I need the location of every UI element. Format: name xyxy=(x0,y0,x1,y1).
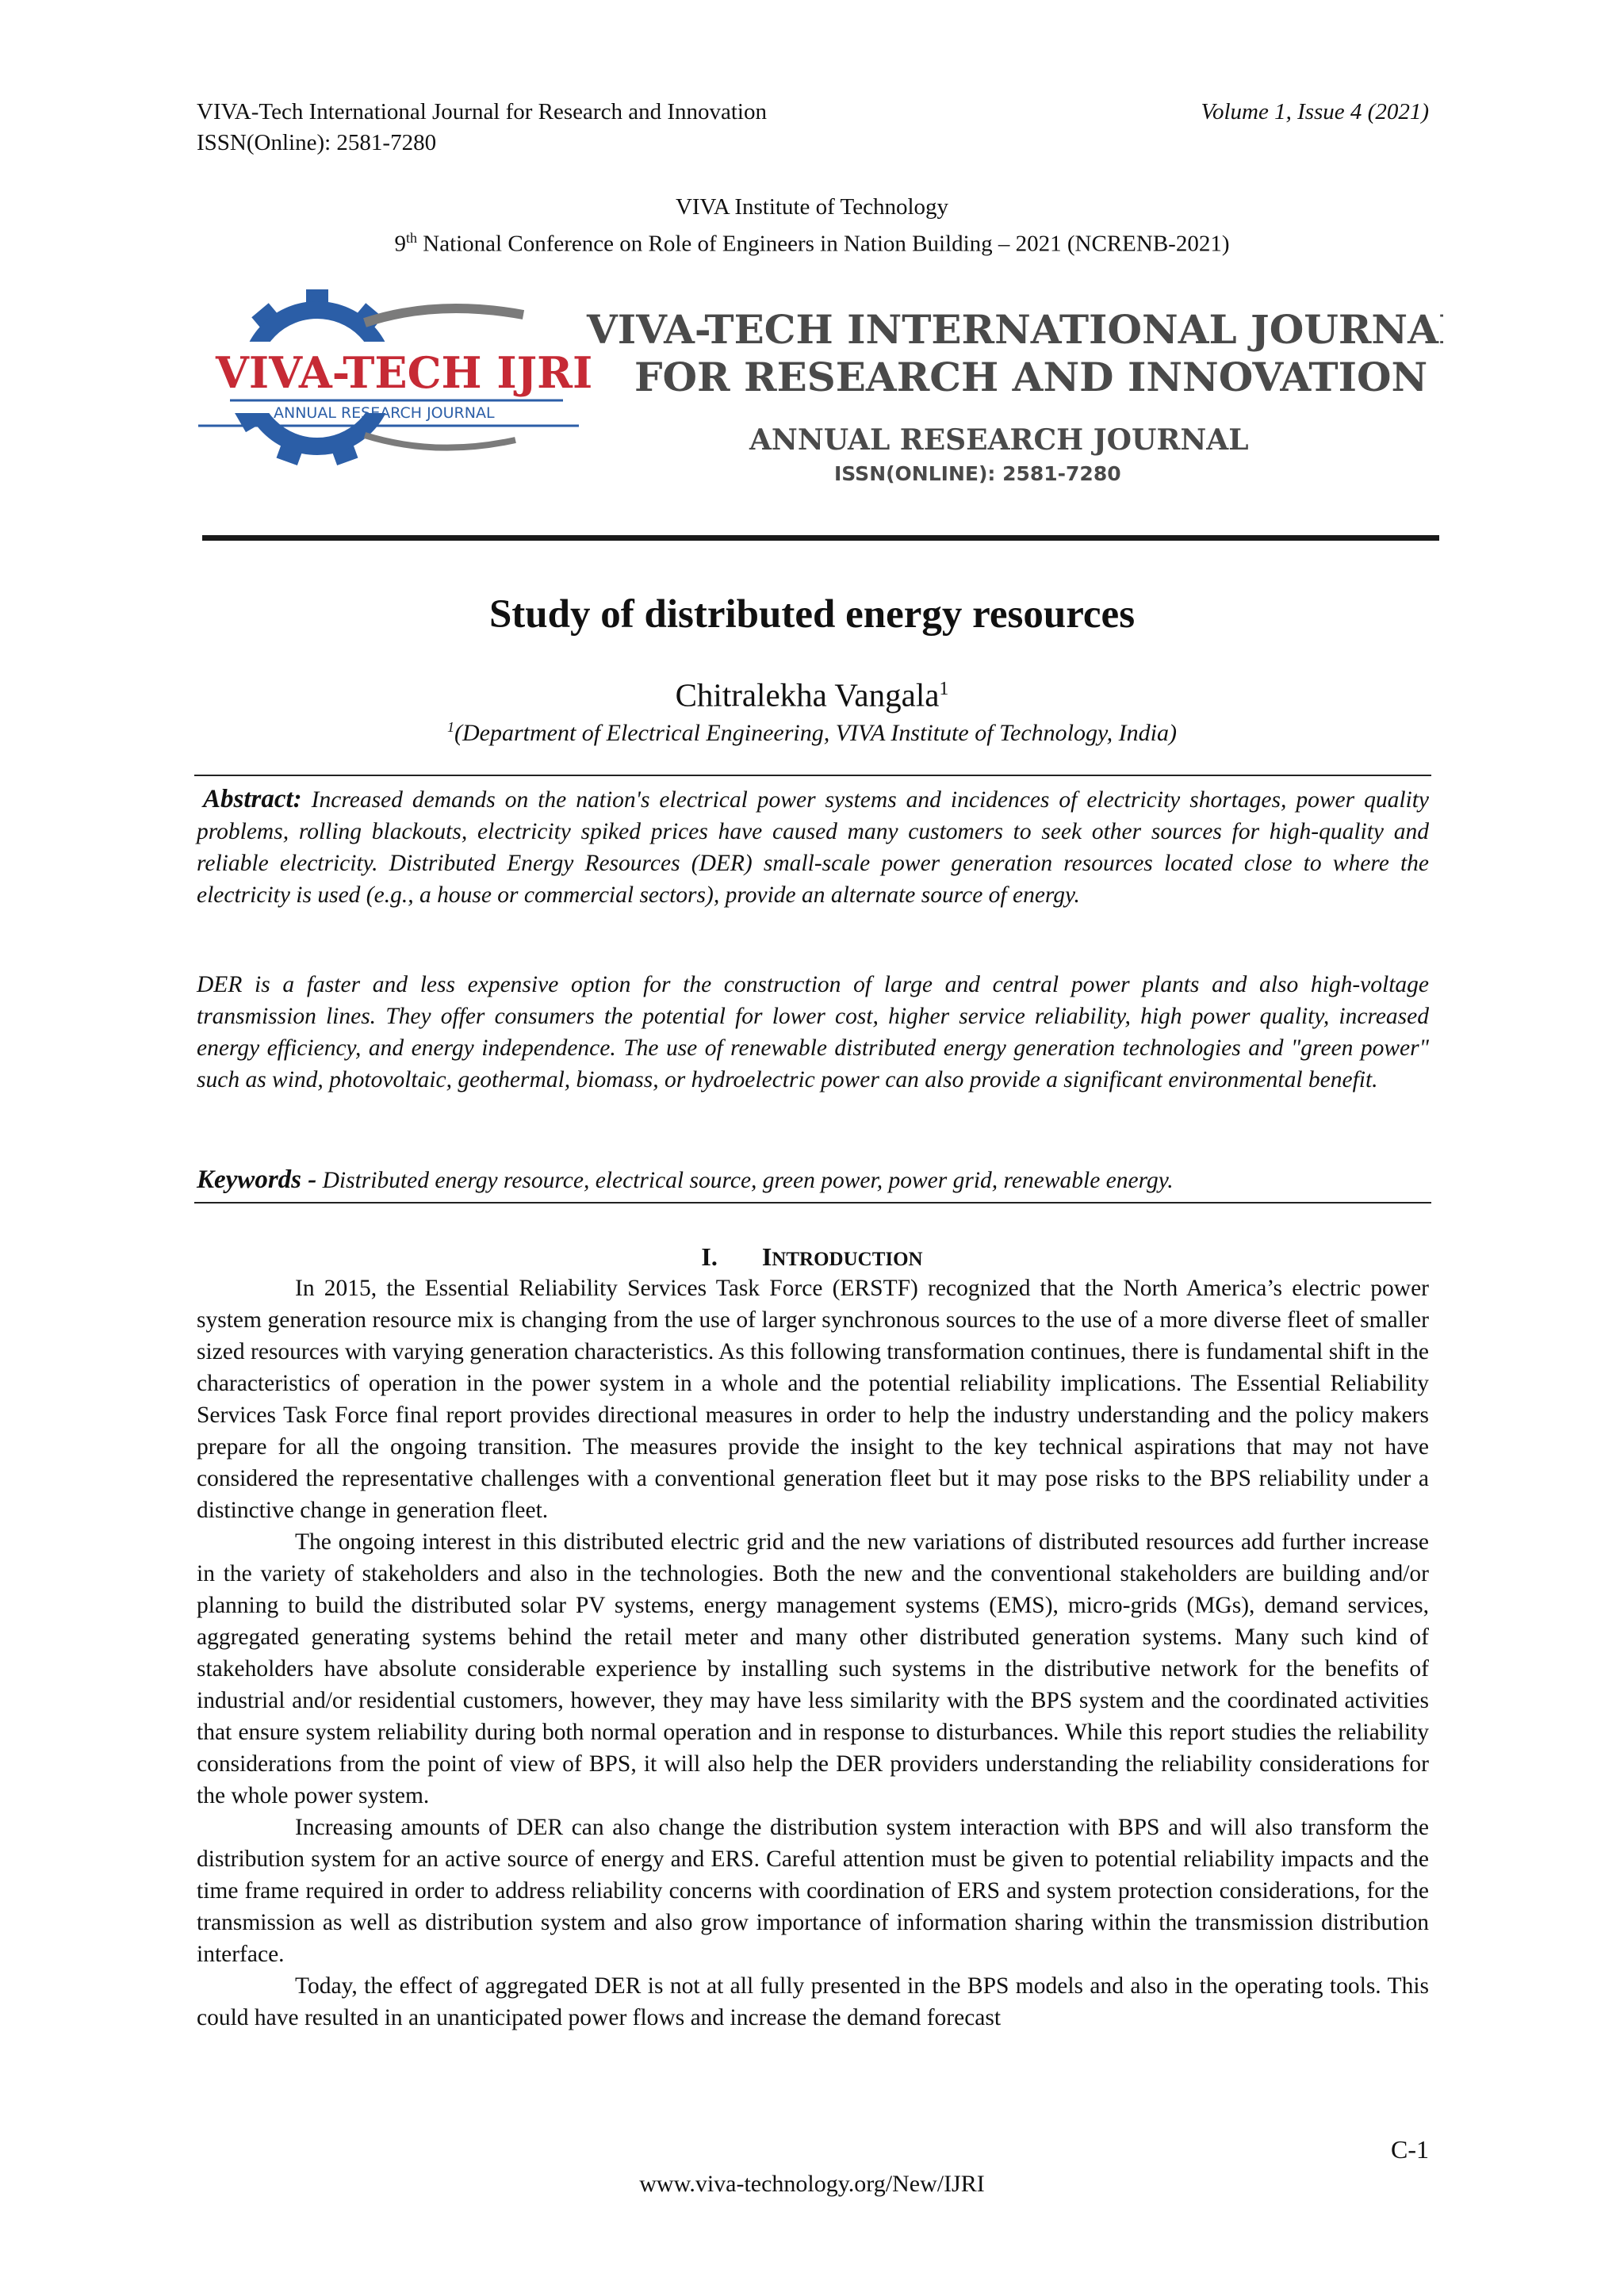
page-number: C-1 xyxy=(1391,2135,1429,2164)
paper-title: Study of distributed energy resources xyxy=(488,592,1136,637)
logo-line-2: FOR RESEARCH AND INNOVATION xyxy=(634,354,1428,400)
author-line xyxy=(0,668,1624,716)
conference-line xyxy=(0,223,1624,259)
conference-ordinal: 9 xyxy=(394,231,406,257)
abstract-label: Abstract: xyxy=(203,785,302,813)
affiliation-line xyxy=(0,711,1624,749)
abstract-text-1: Increased demands on the nation's electrical power systems and incidences of electricity shortages, power quality problems, rolling blackouts, electricity spiked prices have caused many customers to seek other sources for high-quality and reliable electricity. Distributed Energy Resources (DER) small-scale power generation resources located close to where the electricity is used (e.g., a house or commercial sectors), provide an alternate source of energy. xyxy=(197,787,1430,908)
volume-issue: Volume 1, Issue 4 (2021) xyxy=(1201,99,1429,124)
journal-name: VIVA-Tech International Journal for Research and Innovation xyxy=(197,99,767,124)
body-paragraph-3: Increasing amounts of DER can also change the distribution system interaction with BPS and will also transform the distribution system for an active source of energy and ERS. Careful attention must be given to potential reliability impacts and the time frame required in order to address reliability concerns with coordination of ERS and system protection considerations, for the transmission as well as distribution system and also grow importance of information sharing within the transmission distribution interface. xyxy=(197,1815,1429,1967)
keywords-bottom-rule xyxy=(194,1202,1431,1203)
logo-line-3: ANNUAL RESEARCH JOURNAL xyxy=(749,423,1249,457)
body-paragraph-2: The ongoing interest in this distributed electric grid and the new variations of distributed resources add further increase in the variety of stakeholders and also in the technologies. Both the new and the conventional stakeholders are building and/or planning to build the distributed solar PV systems, energy management systems (EMS), micro-grids (MGs), demand services, aggregated generating systems behind the retail meter and many other distributed generation systems. Many such kind of stakeholders have absolute considerable experience by installing such systems in the distributive network for the benefits of industrial and/or residential customers, however, they may have less similarity with the BPS system and the coordinated activities that ensure system reliability during both normal operation and in response to disturbances. While this report studies the reliability considerations from the point of view of BPS, it will also help the DER providers understanding the reliability considerations for the whole power system. xyxy=(197,1529,1429,1808)
conference-suffix: th xyxy=(405,230,417,246)
abstract-paragraph-2: DER is a faster and less expensive option for the construction of large and central power plants and also high-voltage transmission lines. They offer consumers the potential for lower cost, higher service reliability, high power quality, increased energy efficiency, and energy independence. The use of renewable distributed energy generation technologies and "green power" such as wind, photovoltaic, geothermal, biomass, or hydroelectric power can also provide a significant environmental benefit. xyxy=(197,972,1429,1093)
section-title-rest: NTRODUCTION xyxy=(772,1249,923,1270)
header-divider xyxy=(202,535,1439,541)
logo-brand-sub: ANNUAL RESEARCH JOURNAL xyxy=(274,404,495,422)
section-heading xyxy=(0,1241,1624,1276)
keywords-line xyxy=(197,1164,1429,1196)
affiliation: (Department of Electrical Engineering, VIVA Institute of Technology, India) xyxy=(454,720,1177,746)
journal-logo xyxy=(198,289,1443,488)
keywords-text: Distributed energy resource, electrical source, green power, power grid, renewable energy. xyxy=(322,1168,1174,1193)
abstract-top-rule xyxy=(194,775,1431,776)
logo-line-1: VIVA-TECH INTERNATIONAL JOURNAL xyxy=(587,306,1443,353)
footer-url: www.viva-technology.org/New/IJRI xyxy=(639,2171,985,2197)
logo-brand: VIVA-TECH IJRI xyxy=(216,347,593,398)
journal-issn: ISSN(Online): 2581-7280 xyxy=(197,130,437,155)
body-paragraph-1: In 2015, the Essential Reliability Services Task Force (ERSTF) recognized that the North America’s electric power system generation resource mix is changing from the use of larger synchronous sources to the use of a more diverse fleet of smaller sized resources with varying generation characteristics. As this following transformation continues, there is fundamental shift in the characteristics of operation in the power system in a whole and the potential reliability implications. The Essential Reliability Services Task Force final report provides directional measures in order to help the industry understanding and the policy makers prepare for all the ongoing transition. The measures provide the insight to the key technical aspirations that may not have considered the representative challenges with a conventional generation fleet but it may pose risks to the BPS reliability under a distinctive change in generation fleet. xyxy=(197,1276,1429,1523)
section-number: I. xyxy=(701,1242,718,1271)
conference-text: National Conference on Role of Engineers in Nation Building – 2021 (NCRENB-2021) xyxy=(417,231,1230,257)
logo-line-4: ISSN(ONLINE): 2581-7280 xyxy=(834,462,1121,485)
body-paragraph-4: Today, the effect of aggregated DER is not at all fully presented in the BPS models and also in the operating tools. This could have resulted in an unanticipated power flows and increase the demand forecast xyxy=(197,1973,1429,2030)
abstract-paragraph-1 xyxy=(197,783,1429,911)
author-sup: 1 xyxy=(939,679,949,699)
body-text xyxy=(197,1272,1429,2034)
institute-name: VIVA Institute of Technology xyxy=(675,194,949,220)
journal-logo-banner xyxy=(198,289,1443,488)
author-name: Chitralekha Vangala xyxy=(675,676,940,714)
keywords-label: Keywords - xyxy=(197,1165,317,1194)
affiliation-sup: 1 xyxy=(447,719,455,735)
section-title-first: I xyxy=(761,1242,772,1271)
